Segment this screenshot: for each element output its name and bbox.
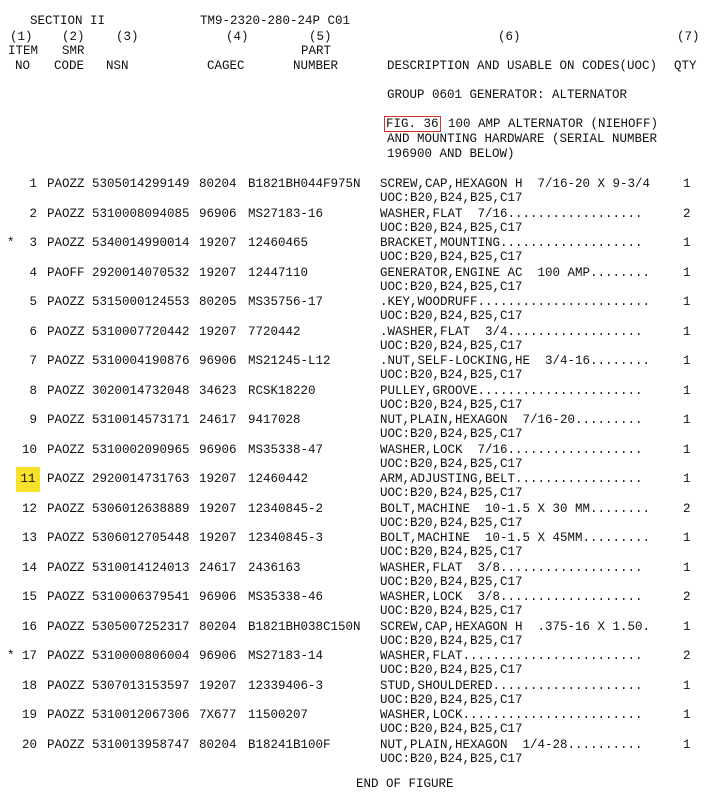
figure-title-text: 100 AMP ALTERNATOR (NIEHOFF)	[440, 117, 659, 131]
row-item-number: 20	[21, 738, 37, 752]
row-uoc: UOC:B20,B24,B25,C17	[380, 457, 523, 471]
section-label: SECTION II	[30, 14, 106, 28]
col3-number: (3)	[116, 30, 139, 44]
row-smr-code: PAOZZ	[47, 354, 85, 368]
row-smr-code: PAOZZ	[47, 738, 85, 752]
row-qty: 1	[683, 413, 691, 427]
row-qty: 1	[683, 561, 691, 575]
row-uoc: UOC:B20,B24,B25,C17	[380, 368, 523, 382]
row-description: GENERATOR,ENGINE AC 100 AMP........	[380, 266, 651, 280]
row-part-number: 12340845-3	[248, 531, 324, 545]
row-item-number: 18	[21, 679, 37, 693]
row-qty: 1	[683, 295, 691, 309]
row-nsn: 5306012705448	[92, 531, 190, 545]
row-description: BOLT,MACHINE 10-1.5 X 30 MM........	[380, 502, 651, 516]
row-qty: 1	[683, 472, 691, 486]
row-smr-code: PAOZZ	[47, 295, 85, 309]
row-uoc: UOC:B20,B24,B25,C17	[380, 516, 523, 530]
row-qty: 1	[683, 266, 691, 280]
row-part-number: 7720442	[248, 325, 301, 339]
row-cagec: 24617	[199, 413, 237, 427]
col5-label-part: PART	[301, 44, 332, 58]
row-cagec: 80204	[199, 177, 237, 191]
row-smr-code: PAOZZ	[47, 236, 85, 250]
col1-label-no: NO	[15, 59, 31, 73]
row-uoc: UOC:B20,B24,B25,C17	[380, 752, 523, 766]
row-description: STUD,SHOULDERED....................	[380, 679, 643, 693]
col6-number: (6)	[498, 30, 521, 44]
row-qty: 1	[683, 177, 691, 191]
row-part-number: RCSK18220	[248, 384, 316, 398]
row-part-number: MS35756-17	[248, 295, 324, 309]
row-part-number: 12447110	[248, 266, 309, 280]
row-nsn: 5310002090965	[92, 443, 190, 457]
row-nsn: 5310004190876	[92, 354, 190, 368]
row-smr-code: PAOZZ	[47, 325, 85, 339]
row-qty: 1	[683, 620, 691, 634]
row-uoc: UOC:B20,B24,B25,C17	[380, 663, 523, 677]
row-part-number: 11500207	[248, 708, 309, 722]
row-part-number: MS27183-14	[248, 649, 324, 663]
row-uoc: UOC:B20,B24,B25,C17	[380, 486, 523, 500]
end-of-figure: END OF FIGURE	[356, 777, 454, 791]
row-item-number: 19	[21, 708, 37, 722]
row-uoc: UOC:B20,B24,B25,C17	[380, 191, 523, 205]
row-qty: 1	[683, 443, 691, 457]
row-part-number: 2436163	[248, 561, 301, 575]
row-nsn: 5306012638889	[92, 502, 190, 516]
row-uoc: UOC:B20,B24,B25,C17	[380, 427, 523, 441]
row-part-number: B1821BH038C150N	[248, 620, 361, 634]
row-description: WASHER,FLAT 3/8...................	[380, 561, 643, 575]
row-nsn: 5307013153597	[92, 679, 190, 693]
row-description: SCREW,CAP,HEXAGON H .375-16 X 1.50.	[380, 620, 651, 634]
row-mark: *	[7, 236, 15, 250]
row-part-number: 9417028	[248, 413, 301, 427]
row-cagec: 34623	[199, 384, 237, 398]
row-smr-code: PAOFF	[47, 266, 85, 280]
row-qty: 1	[683, 738, 691, 752]
row-item-number: 17	[21, 649, 37, 663]
row-smr-code: PAOZZ	[47, 502, 85, 516]
row-cagec: 80205	[199, 295, 237, 309]
row-smr-code: PAOZZ	[47, 413, 85, 427]
row-nsn: 5310008094085	[92, 207, 190, 221]
row-qty: 1	[683, 236, 691, 250]
row-part-number: B1821BH044F975N	[248, 177, 361, 191]
row-cagec: 19207	[199, 325, 237, 339]
col2-number: (2)	[62, 30, 85, 44]
row-uoc: UOC:B20,B24,B25,C17	[380, 250, 523, 264]
row-description: WASHER,LOCK 7/16..................	[380, 443, 643, 457]
row-item-number: 8	[29, 384, 37, 398]
col3-label-nsn: NSN	[106, 59, 129, 73]
row-part-number: MS35338-46	[248, 590, 324, 604]
row-part-number: 12460465	[248, 236, 309, 250]
col6-label-description: DESCRIPTION AND USABLE ON CODES(UOC)	[387, 59, 658, 73]
row-smr-code: PAOZZ	[47, 384, 85, 398]
row-item-number: 6	[29, 325, 37, 339]
row-description: PULLEY,GROOVE......................	[380, 384, 643, 398]
row-cagec: 7X677	[199, 708, 237, 722]
row-description: NUT,PLAIN,HEXAGON 7/16-20.........	[380, 413, 643, 427]
row-smr-code: PAOZZ	[47, 620, 85, 634]
document-id: TM9-2320-280-24P C01	[200, 14, 351, 28]
row-nsn: 5315000124553	[92, 295, 190, 309]
row-cagec: 19207	[199, 266, 237, 280]
row-item-number: 5	[29, 295, 37, 309]
row-qty: 2	[683, 502, 691, 516]
row-nsn: 5310000806004	[92, 649, 190, 663]
row-uoc: UOC:B20,B24,B25,C17	[380, 604, 523, 618]
row-item-number: 13	[21, 531, 37, 545]
row-smr-code: PAOZZ	[47, 443, 85, 457]
row-qty: 2	[683, 207, 691, 221]
row-smr-code: PAOZZ	[47, 561, 85, 575]
row-nsn: 5310006379541	[92, 590, 190, 604]
row-cagec: 96906	[199, 443, 237, 457]
col2-label-code: CODE	[54, 59, 85, 73]
row-nsn: 3020014732048	[92, 384, 190, 398]
row-uoc: UOC:B20,B24,B25,C17	[380, 722, 523, 736]
col4-label-cagec: CAGEC	[207, 59, 245, 73]
group-title: GROUP 0601 GENERATOR: ALTERNATOR	[387, 88, 628, 102]
row-part-number: 12340845-2	[248, 502, 324, 516]
row-description: SCREW,CAP,HEXAGON H 7/16-20 X 9-3/4	[380, 177, 651, 191]
col4-number: (4)	[226, 30, 249, 44]
row-cagec: 96906	[199, 207, 237, 221]
row-cagec: 19207	[199, 502, 237, 516]
row-item-number: 4	[29, 266, 37, 280]
row-qty: 1	[683, 708, 691, 722]
row-cagec: 80204	[199, 620, 237, 634]
row-qty: 1	[683, 531, 691, 545]
row-mark: *	[7, 649, 15, 663]
figure-title-line-1	[387, 117, 658, 131]
col2-label-smr: SMR	[62, 44, 85, 58]
figure-title-line-3: 196900 AND BELOW)	[387, 147, 515, 161]
row-nsn: 5340014990014	[92, 236, 190, 250]
row-smr-code: PAOZZ	[47, 590, 85, 604]
row-description: WASHER,FLAT 7/16..................	[380, 207, 643, 221]
row-item-number: 12	[21, 502, 37, 516]
row-nsn: 2920014070532	[92, 266, 190, 280]
row-nsn: 5305014299149	[92, 177, 190, 191]
col7-number: (7)	[677, 30, 700, 44]
row-uoc: UOC:B20,B24,B25,C17	[380, 339, 523, 353]
row-description: WASHER,LOCK........................	[380, 708, 643, 722]
row-description: WASHER,LOCK 3/8...................	[380, 590, 643, 604]
row-smr-code: PAOZZ	[47, 649, 85, 663]
row-smr-code: PAOZZ	[47, 207, 85, 221]
row-cagec: 19207	[199, 236, 237, 250]
row-part-number: 12339406-3	[248, 679, 324, 693]
row-description: ARM,ADJUSTING,BELT.................	[380, 472, 643, 486]
row-nsn: 5310014124013	[92, 561, 190, 575]
row-qty: 1	[683, 354, 691, 368]
row-smr-code: PAOZZ	[47, 708, 85, 722]
row-cagec: 80204	[199, 738, 237, 752]
row-part-number: MS35338-47	[248, 443, 324, 457]
row-description: .KEY,WOODRUFF.......................	[380, 295, 651, 309]
row-nsn: 2920014731763	[92, 472, 190, 486]
row-smr-code: PAOZZ	[47, 177, 85, 191]
row-description: BRACKET,MOUNTING...................	[380, 236, 643, 250]
row-uoc: UOC:B20,B24,B25,C17	[380, 634, 523, 648]
row-item-number: 2	[29, 207, 37, 221]
row-cagec: 19207	[199, 472, 237, 486]
row-smr-code: PAOZZ	[47, 679, 85, 693]
row-description: .WASHER,FLAT 3/4..................	[380, 325, 643, 339]
row-smr-code: PAOZZ	[47, 531, 85, 545]
row-qty: 2	[683, 649, 691, 663]
figure-reference-link[interactable]: FIG. 36	[386, 117, 439, 131]
row-part-number: MS27183-16	[248, 207, 324, 221]
row-cagec: 96906	[199, 590, 237, 604]
row-smr-code: PAOZZ	[47, 472, 85, 486]
row-qty: 1	[683, 384, 691, 398]
row-uoc: UOC:B20,B24,B25,C17	[380, 575, 523, 589]
row-item-number: 3	[29, 236, 37, 250]
row-description: .NUT,SELF-LOCKING,HE 3/4-16........	[380, 354, 651, 368]
row-uoc: UOC:B20,B24,B25,C17	[380, 309, 523, 323]
figure-title-line-2: AND MOUNTING HARDWARE (SERIAL NUMBER	[387, 132, 658, 146]
row-description: BOLT,MACHINE 10-1.5 X 45MM.........	[380, 531, 651, 545]
col1-label-item: ITEM	[8, 44, 39, 58]
col1-number: (1)	[10, 30, 33, 44]
row-cagec: 24617	[199, 561, 237, 575]
row-qty: 1	[683, 679, 691, 693]
row-cagec: 19207	[199, 679, 237, 693]
row-uoc: UOC:B20,B24,B25,C17	[380, 693, 523, 707]
row-cagec: 96906	[199, 649, 237, 663]
row-nsn: 5310014573171	[92, 413, 190, 427]
row-qty: 1	[683, 325, 691, 339]
row-nsn: 5310012067306	[92, 708, 190, 722]
row-uoc: UOC:B20,B24,B25,C17	[380, 280, 523, 294]
col7-label-qty: QTY	[674, 59, 697, 73]
col5-number: (5)	[309, 30, 332, 44]
col5-label-number: NUMBER	[293, 59, 339, 73]
row-cagec: 96906	[199, 354, 237, 368]
row-description: WASHER,FLAT........................	[380, 649, 643, 663]
row-uoc: UOC:B20,B24,B25,C17	[380, 398, 523, 412]
row-item-number: 1	[29, 177, 37, 191]
row-nsn: 5310013958747	[92, 738, 190, 752]
row-part-number: 12460442	[248, 472, 309, 486]
row-item-number: 11	[16, 467, 40, 492]
row-item-number: 10	[21, 443, 37, 457]
row-part-number: B18241B100F	[248, 738, 331, 752]
row-item-number: 14	[21, 561, 37, 575]
row-uoc: UOC:B20,B24,B25,C17	[380, 221, 523, 235]
row-nsn: 5310007720442	[92, 325, 190, 339]
row-item-number: 7	[29, 354, 37, 368]
row-item-number: 16	[21, 620, 37, 634]
row-part-number: MS21245-L12	[248, 354, 331, 368]
row-cagec: 19207	[199, 531, 237, 545]
row-qty: 2	[683, 590, 691, 604]
row-description: NUT,PLAIN,HEXAGON 1/4-28..........	[380, 738, 643, 752]
row-item-number: 9	[29, 413, 37, 427]
row-nsn: 5305007252317	[92, 620, 190, 634]
row-item-number: 15	[21, 590, 37, 604]
row-uoc: UOC:B20,B24,B25,C17	[380, 545, 523, 559]
